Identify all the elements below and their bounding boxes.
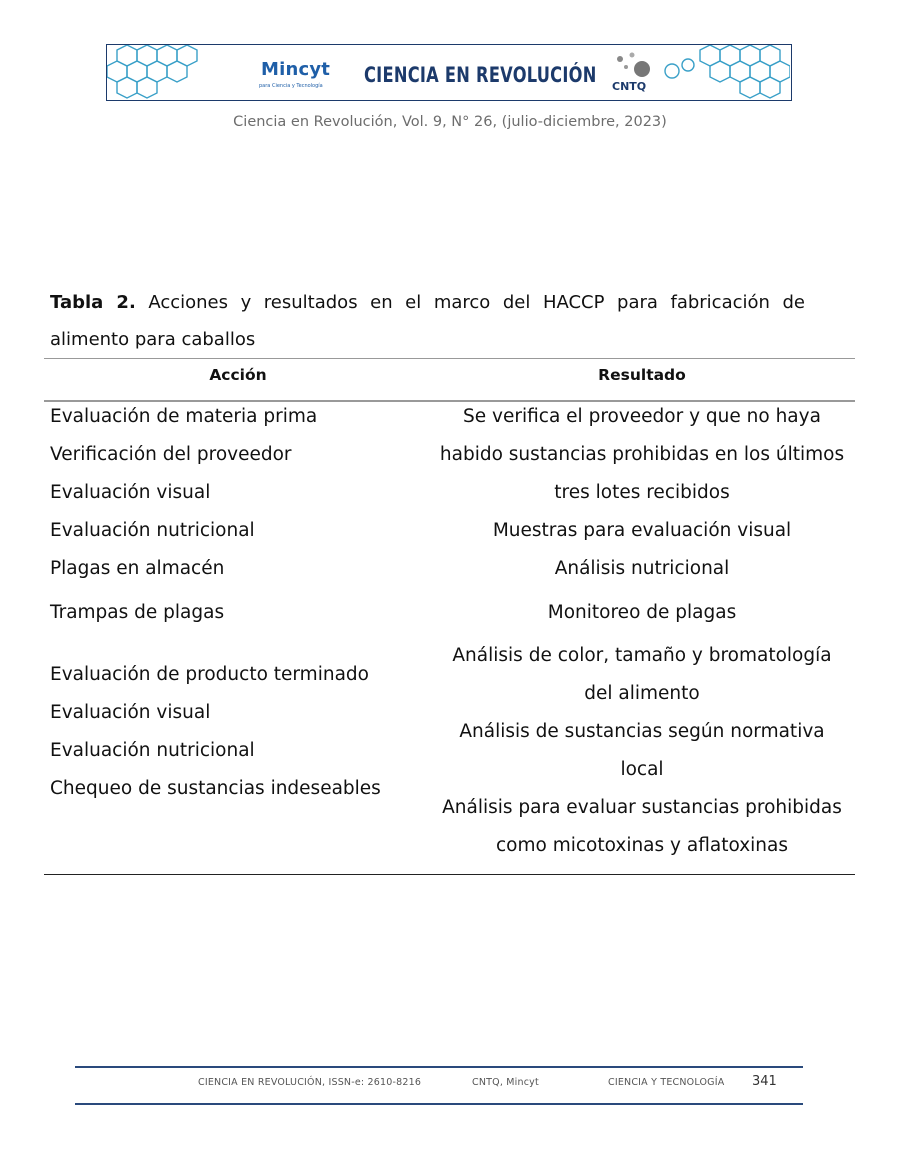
resultado-line: Análisis de sustancias según normativa xyxy=(459,721,825,742)
footer-journal: CIENCIA EN REVOLUCIÓN, ISSN-e: 2610-8216 xyxy=(198,1077,422,1088)
column-header-accion: Acción xyxy=(209,366,267,384)
org-logo-text: CNTQ xyxy=(612,80,647,93)
footer-top-rule xyxy=(75,1066,803,1068)
table-header-rule xyxy=(44,400,855,402)
resultado-line: Análisis para evaluar sustancias prohibidas xyxy=(442,797,842,818)
accion-line: Evaluación de producto terminado xyxy=(50,664,369,685)
resultado-line: Se verifica el proveedor y que no haya xyxy=(463,406,821,427)
accion-line: Evaluación visual xyxy=(50,702,211,723)
accion-line: Trampas de plagas xyxy=(50,602,225,623)
molecule-icon xyxy=(612,51,652,81)
accion-line: Evaluación de materia prima xyxy=(50,406,318,427)
resultado-line: Análisis de color, tamaño y bromatología xyxy=(452,645,832,666)
journal-citation: Ciencia en Revolución, Vol. 9, N° 26, (julio-diciembre, 2023) xyxy=(233,114,667,130)
table-caption-text: Acciones y resultados en el marco del HACCP para fabricación de alimento para caballos xyxy=(50,292,805,350)
resultado-line: tres lotes recibidos xyxy=(554,482,730,503)
resultado-line: del alimento xyxy=(584,683,700,704)
footer-org: CNTQ, Mincyt xyxy=(472,1077,539,1088)
accion-line: Evaluación nutricional xyxy=(50,740,255,761)
resultado-line: local xyxy=(620,759,664,780)
accion-line: Evaluación nutricional xyxy=(50,520,255,541)
footer-section: CIENCIA Y TECNOLOGÍA xyxy=(608,1077,725,1088)
brand-logo-subtitle: para Ciencia y Tecnología xyxy=(259,83,323,89)
journal-header-banner xyxy=(106,44,792,101)
hexagon-pattern-left xyxy=(107,45,217,100)
accion-line: Verificación del proveedor xyxy=(50,444,292,465)
accion-line: Evaluación visual xyxy=(50,482,211,503)
accion-line: Chequeo de sustancias indeseables xyxy=(50,778,381,799)
resultado-line: Análisis nutricional xyxy=(554,558,730,579)
hexagon-pattern-right xyxy=(660,45,790,100)
accion-line: Plagas en almacén xyxy=(50,558,225,579)
table-top-rule xyxy=(44,358,855,359)
footer-bottom-rule xyxy=(75,1103,803,1105)
column-header-resultado: Resultado xyxy=(598,366,686,384)
resultado-line: como micotoxinas y aflatoxinas xyxy=(496,835,788,856)
page-number: 341 xyxy=(752,1074,777,1089)
table-caption xyxy=(50,284,805,358)
table-caption-label: Tabla 2. xyxy=(50,292,136,313)
table-bottom-rule xyxy=(44,874,855,875)
brand-logo-name: Mincyt xyxy=(261,59,331,80)
resultado-line: habido sustancias prohibidas en los últimos xyxy=(439,444,845,465)
resultado-line: Monitoreo de plagas xyxy=(547,602,737,623)
journal-title: CIENCIA EN REVOLUCIÓN xyxy=(364,63,597,87)
resultado-line: Muestras para evaluación visual xyxy=(492,520,792,541)
